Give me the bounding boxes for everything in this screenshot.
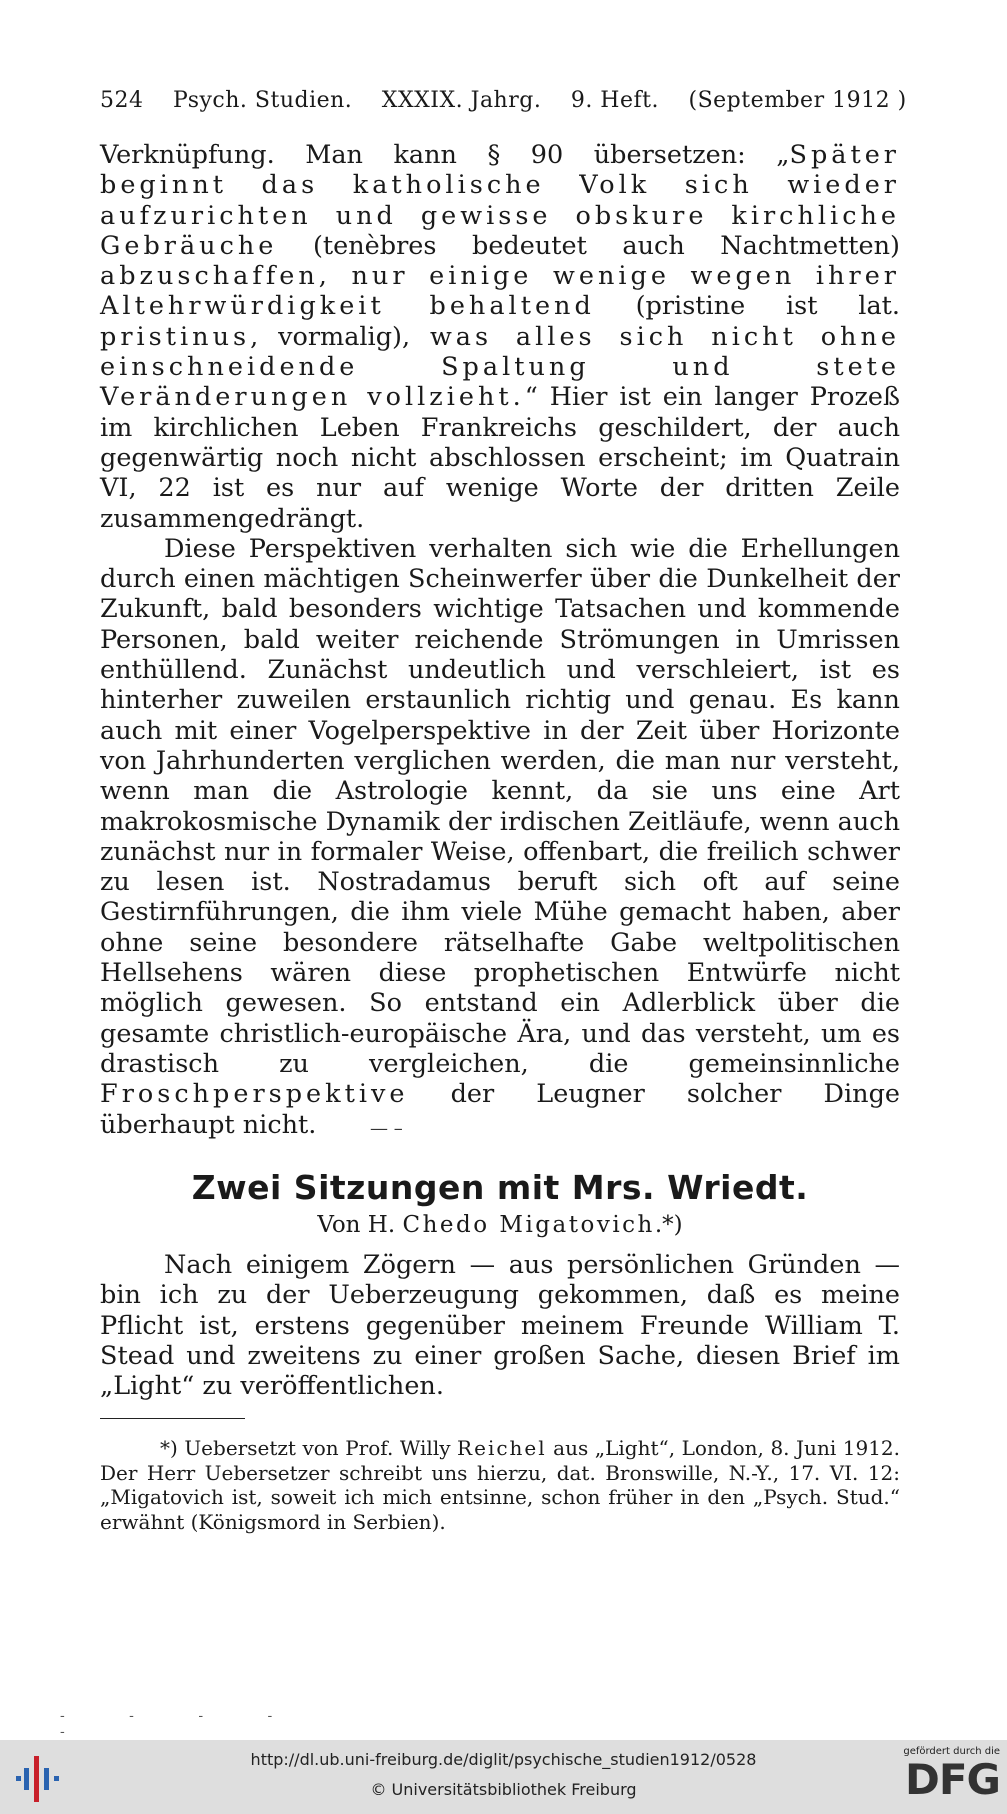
footnote-text (100, 1436, 900, 1534)
byline-pre: Von H. (317, 1212, 403, 1238)
footer-bar (0, 1740, 1007, 1814)
page-number: 524 (100, 88, 144, 113)
footnote-pre: *) Uebersetzt von Prof. Willy (160, 1436, 458, 1460)
article-body (100, 1250, 900, 1401)
footnote-rule (100, 1418, 245, 1419)
section-separator: — – (370, 1118, 403, 1139)
footnote (100, 1436, 900, 1534)
footnote-spaced: Reichel (457, 1436, 547, 1460)
paragraph-2 (100, 534, 900, 1140)
main-text (100, 140, 900, 1140)
p1-mid-1: (tenèbres bedeutet auch Nachtmetten) (277, 230, 900, 261)
dfg-wordmark: DFG (904, 1755, 1000, 1804)
p1-spaced-2: abzuschaffen, nur einige wenige wegen ihrer Altehrwürdigkeit behaltend (100, 261, 900, 322)
journal-name: Psych. Studien. (173, 88, 353, 113)
article-byline (100, 1212, 900, 1238)
p1-spaced-4: was alles sich nicht ohne einschneidende Spaltung und stete Veränderungen vollzieht. (100, 321, 900, 413)
p2-post: der Leugner solcher Dinge überhaupt nicht. (100, 1079, 900, 1140)
issue: 9. Heft. (570, 88, 659, 113)
byline-author: Chedo Migatovich (402, 1212, 655, 1238)
p1-mid-3: , vormalig), (250, 321, 430, 352)
p1-mid-2: (pristine ist lat. (594, 291, 900, 322)
p2-pre: Diese Perspektiven verhalten sich wie die Erhellungen durch einen mächtigen Scheinwerfer über die Dunkelheit der Zukunft, bald besonders wichtige Tatsachen und kommende Personen, bald weiter reichende Strömungen in Umrissen enthüllend. Zunächst undeutlich und verschleiert, ist es hinterher zuweilen erstaunlich richtig und genau. Es kann auch mit einer Vogelperspektive in der Zeit über Horizonte von Jahrhunderten verglichen werden, die man nur versteht, wenn man die Astrologie kennt, da sie uns eine Art makrokosmische Dynamik der irdischen Zeitläufe, wenn auch zunächst nur in formaler Weise, offenbart, die freilich schwer zu lesen ist. Nostradamus beruft sich oft auf seine Gestirnführungen, die ihm viele Mühe gemacht haben, aber ohne seine besondere rätselhafte Gabe weltpolitischen Hellsehens wären diese prophetischen Entwürfe nicht möglich gewesen. So entstand ein Adlerblick über die gesamte christlich-europäische Ära, und das versteht, um es drastisch zu vergleichen, die gemeinsinnliche (100, 533, 900, 1079)
p1-post: “ Hier ist ein langer Prozeß im kirchlichen Leben Frankreichs geschildert, der auch gegenwärtig noch nicht abschlossen erscheint; im Quatrain VI, 22 ist es nur auf wenige Worte der dritten Zeile zusammengedrängt. (100, 382, 900, 534)
p1-spaced-3: pristinus (100, 321, 251, 352)
volume: XXXIX. Jahrg. (381, 88, 542, 113)
paragraph-1 (100, 140, 900, 534)
issue-date: (September 1912 ) (688, 88, 907, 113)
running-header (100, 88, 907, 113)
copyright-notice: © Universitätsbibliothek Freiburg (370, 1780, 637, 1799)
p2-spaced: Froschperspektive (100, 1079, 409, 1110)
p1-spaced-1: Später beginnt das katholische Volk sich wieder aufzurichten und gewisse obskure kirchliche Gebräuche (100, 140, 900, 261)
scan-marks: - - - - - (60, 1708, 303, 1740)
article-paragraph: Nach einigem Zögern — aus persönlichen Gründen — bin ich zu der Ueberzeugung gekommen, daß es meine Pflicht ist, erstens gegenüber meinem Freunde William T. Stead und zweitens zu einer großen Sache, diesen Brief im „Light“ zu veröffentlichen. (100, 1250, 900, 1402)
footnote-post: aus „Light“, London, 8. Juni 1912. Der Herr Uebersetzer schreibt uns hierzu, dat. Bronswille, N.-Y., 17. VI. 12: „Migatovich ist, soweit ich mich entsinne, schon früher in den „Psych. Stud.“ erwähnt (Königsmord in Serbien). (100, 1436, 900, 1534)
source-url[interactable]: http://dl.ub.uni-freiburg.de/diglit/psychische_studien1912/0528 (250, 1750, 757, 1769)
dfg-logo (884, 1746, 1000, 1810)
byline-post: .*) (654, 1212, 683, 1238)
article-title: Zwei Sitzungen mit Mrs. Wriedt. (191, 1168, 809, 1207)
dfg-tagline: gefördert durch die (903, 1746, 1000, 1757)
p1-pre: Verknüpfung. Man kann § 90 übersetzen: „ (100, 140, 790, 170)
